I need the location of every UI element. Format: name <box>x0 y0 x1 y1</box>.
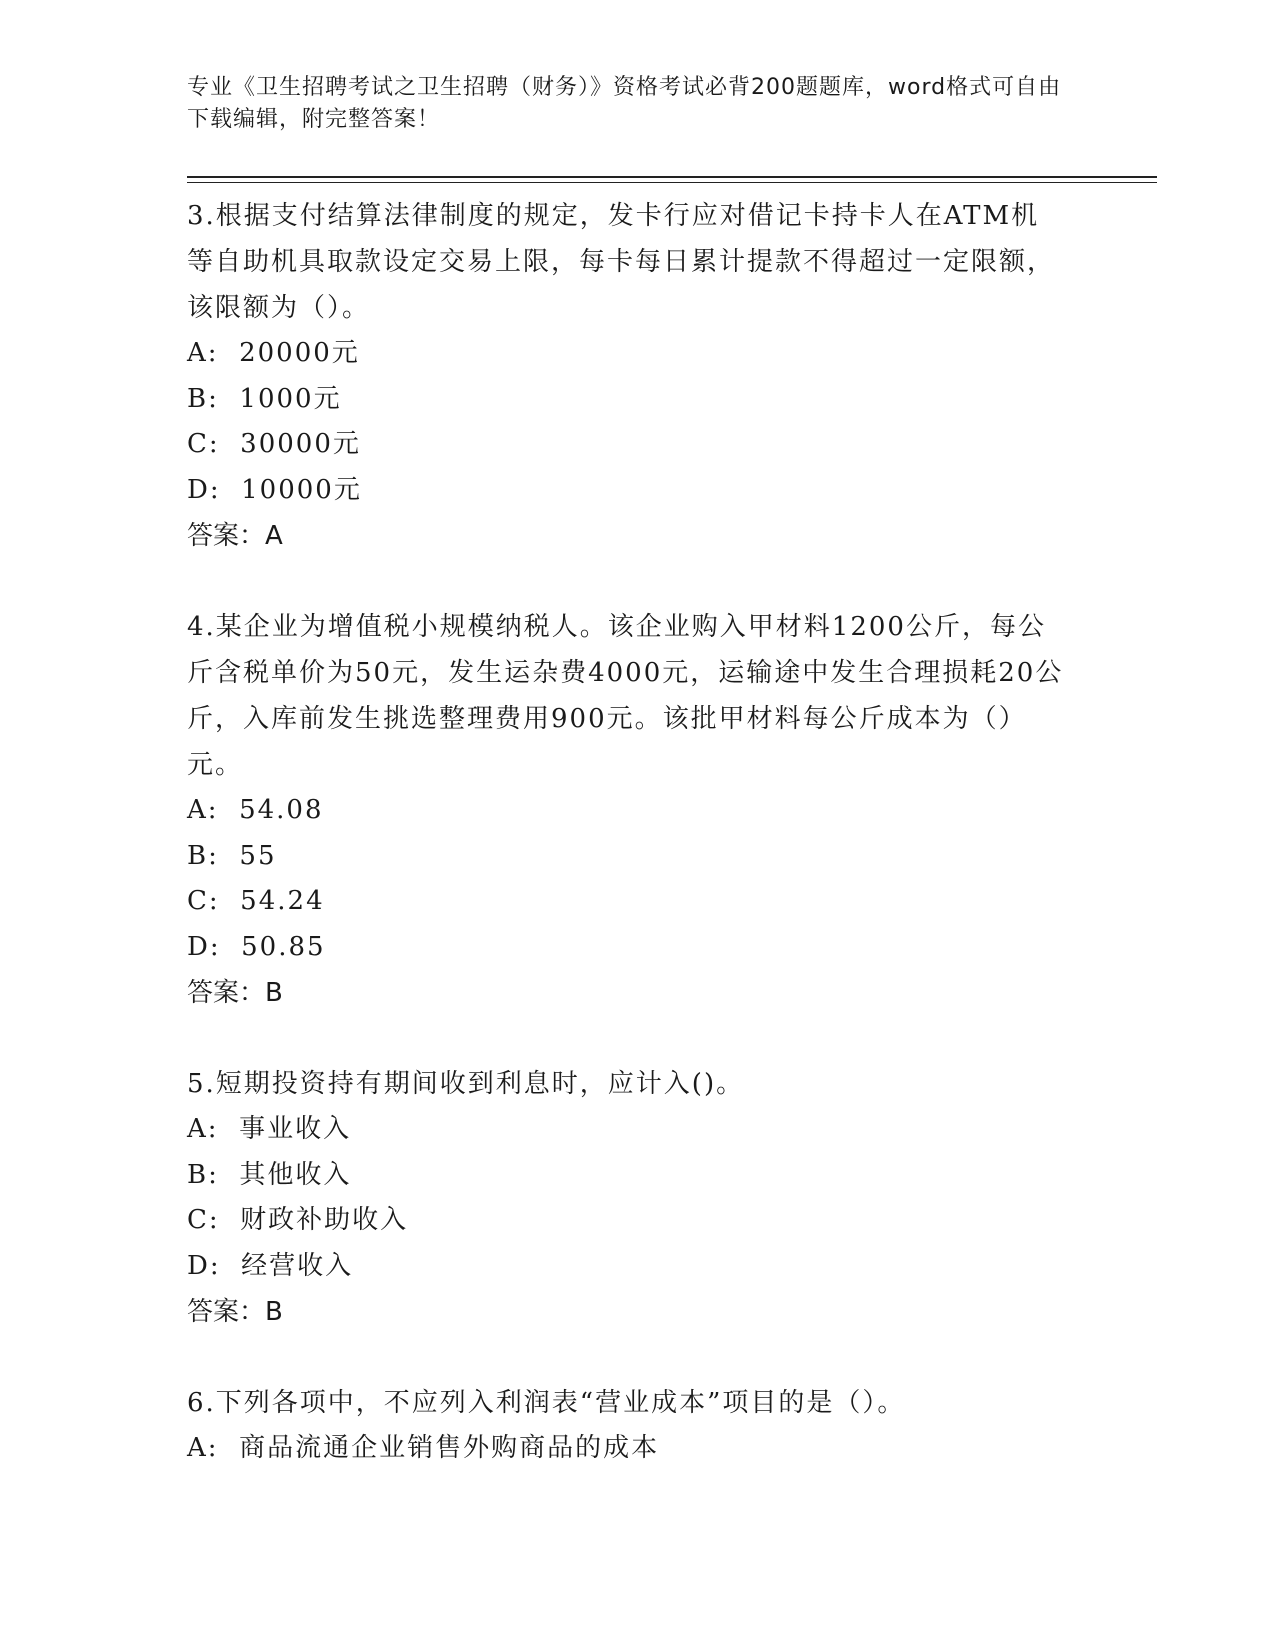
option-c: C: 54.24 <box>187 886 325 916</box>
option-b: B: 55 <box>187 840 277 871</box>
option-d: D: 10000元 <box>187 474 362 505</box>
option-c: C: 财政补助收入 <box>187 1205 409 1235</box>
option-b: B: 其他收入 <box>187 1159 352 1190</box>
answer: 答案：A <box>187 521 283 551</box>
question-stem: 4.某企业为增值税小规模纳税人。该企业购入甲材料1200公斤，每公斤含税单价为50元，发生运杂费4000元，运输途中发生合理损耗20公斤，入库前发生挑选整理费用900元。该批甲材料每公斤成本为（）元。 <box>187 612 1064 780</box>
document-page <box>187 72 1147 1472</box>
option-b: B: 1000元 <box>187 383 342 414</box>
question-4 <box>187 604 1147 1016</box>
question-3 <box>187 193 1147 559</box>
option-a: A: 事业收入 <box>187 1114 352 1144</box>
question-stem: 5.短期投资持有期间收到利息时，应计入()。 <box>187 1069 745 1099</box>
answer: 答案：B <box>187 1297 283 1327</box>
header-divider <box>187 176 1157 183</box>
option-a: A: 20000元 <box>187 338 360 368</box>
option-d: D: 经营收入 <box>187 1250 354 1281</box>
option-a: A: 商品流通企业销售外购商品的成本 <box>187 1433 660 1463</box>
answer: 答案：B <box>187 978 283 1008</box>
question-5 <box>187 1061 1147 1335</box>
question-6 <box>187 1380 1147 1472</box>
question-stem: 6.下列各项中，不应列入利润表“营业成本”项目的是（）。 <box>187 1388 906 1418</box>
document-header: 专业《卫生招聘考试之卫生招聘（财务）》资格考试必背200题题库，word格式可自由下载编辑，附完整答案！ <box>187 75 1062 132</box>
option-d: D: 50.85 <box>187 931 326 962</box>
question-stem: 3.根据支付结算法律制度的规定，发卡行应对借记卡持卡人在ATM机等自助机具取款设定交易上限，每卡每日累计提款不得超过一定限额，该限额为（）。 <box>187 201 1056 323</box>
option-a: A: 54.08 <box>187 795 324 825</box>
option-c: C: 30000元 <box>187 429 361 459</box>
